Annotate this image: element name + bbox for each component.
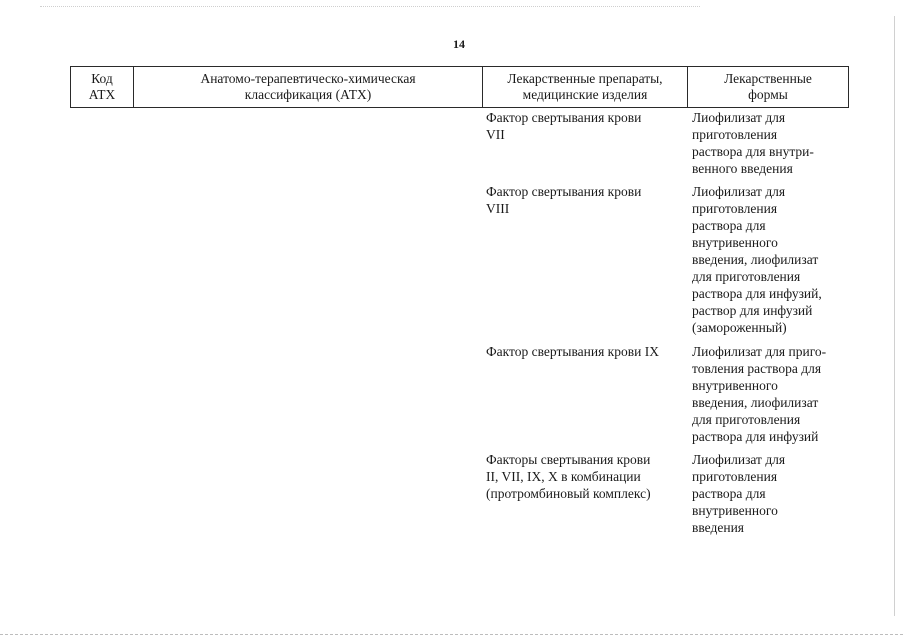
dosage-form: Лиофилизат для приго- товления раствора для внутривенного введения, лиофилизат для приготовления раствора для инфузий (692, 344, 827, 444)
page-number: 14 (453, 37, 465, 51)
dosage-form: Лиофилизат для приготовления раствора для внутривенного введения, лиофилизат для приготовления раствора для инфузий, раствор для инфузий (замороженный) (692, 184, 822, 335)
drug-name: Факторы свертывания крови II, VII, IX, X в комбинации (протромбиновый комплекс) (486, 452, 651, 501)
header-drugs-label: Лекарственные препараты, медицинские изделия (507, 71, 663, 102)
dosage-form: Лиофилизат для приготовления раствора для внутри- венного введения (692, 110, 814, 176)
drug-name: Фактор свертывания крови VII (486, 110, 642, 142)
header-forms-label: Лекарственные формы (724, 71, 812, 102)
drug-name: Фактор свертывания крови VIII (486, 184, 642, 216)
dosage-form: Лиофилизат для приготовления раствора для внутривенного введения (692, 452, 786, 535)
drug-name: Фактор свертывания крови IX (486, 344, 659, 359)
header-classification-label: Анатомо-терапевтическо-химическая классификация (АТХ) (200, 71, 416, 102)
header-code-label: Код АТХ (88, 71, 116, 102)
